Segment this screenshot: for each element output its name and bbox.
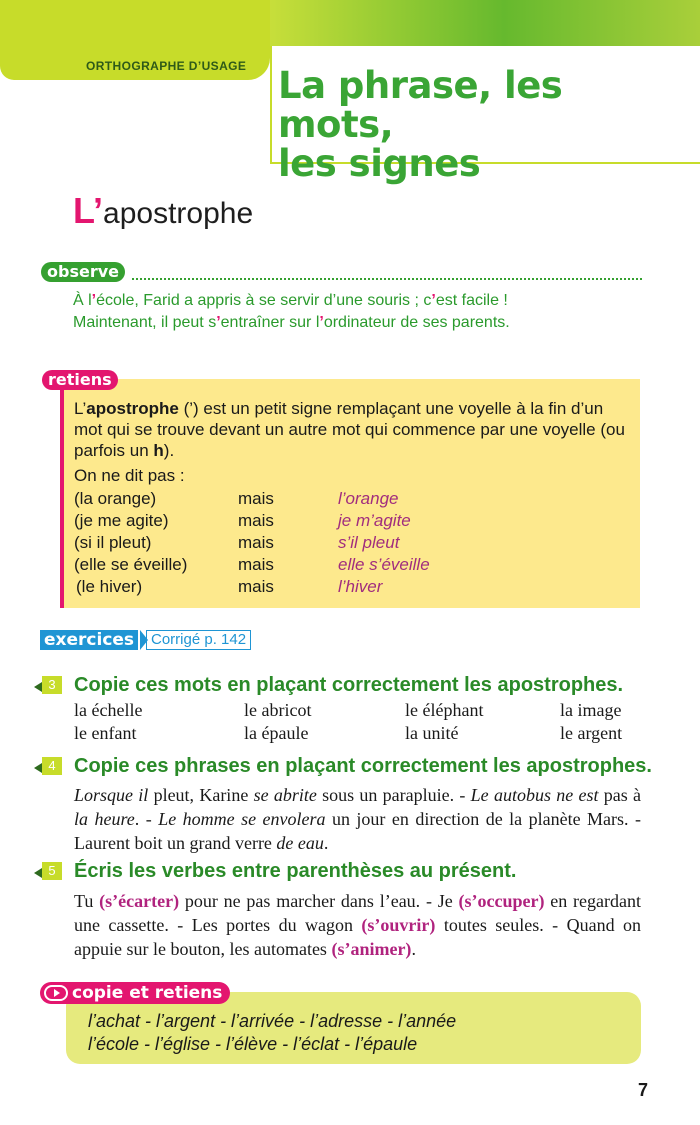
word-row [74,700,641,724]
sentence-text: un jour en direction de la planète Mars. - Laurent boit un grand verre [74,809,641,853]
observe-apostrophe: ’ [91,292,97,309]
copie-label: copie et retiens [40,982,230,1004]
word: la image [560,700,622,720]
word: la épaule [244,723,309,743]
retiens-label: retiens [42,370,118,390]
sentence-italic: Le autobus ne est [470,785,599,805]
example-mais: mais [238,511,274,530]
triangle-marker-icon [34,763,42,773]
copie-line-2: l’école - l’église - l’élève - l’éclat - l’épaule [88,1034,418,1054]
sentence-italic: se abrite [253,785,317,805]
sentence-text: . - [134,809,159,829]
example-wrong: (je me agite) [74,511,169,530]
observe-text-part: ordinateur de ses parents. [323,314,510,331]
exercise-number: 3 [42,676,62,694]
sentence-text: toutes seules. - Quand on appuie sur le bouton, les automates [74,915,642,959]
sentence-text: . [411,939,416,959]
example-wrong: (le hiver) [76,577,143,596]
rule-keyword: apostrophe [86,399,179,418]
sentence-text: pour ne pas marcher dans l’eau. - Je [179,891,459,911]
exercise-5-text [74,889,641,961]
example-row [74,577,614,599]
example-right: je m’agite [338,511,411,530]
sentence-italic: Lorsque il [74,785,149,805]
retiens-side-bar [60,390,64,608]
example-row [74,489,614,511]
observe-text-part: Maintenant, il peut s [73,314,217,331]
rule-keyword: h [153,441,164,460]
example-mais: mais [238,489,274,508]
chapter-title-line2: les signes [278,142,481,185]
triangle-marker-icon [34,868,42,878]
word: le enfant [74,723,137,743]
sentence-italic: Le homme se envolera [158,809,326,829]
word: le argent [560,723,623,743]
exercise-4-text [74,783,641,855]
sentence-italic: la heure [74,809,135,829]
word: le abricot [244,700,312,720]
sentence-text: pas à [598,785,642,805]
observe-label: observe [41,262,125,282]
example-row [74,511,614,533]
observe-text-part: est facile ! [435,292,508,309]
page-number: 7 [638,1080,649,1100]
observe-text [73,290,641,334]
triangle-marker-icon [34,682,42,692]
example-right: s’il pleut [338,533,400,552]
lesson-title [73,190,253,232]
observe-text-part: À l [73,292,92,309]
section-label: ORTHOGRAPHE D’USAGE [86,59,247,73]
word: la échelle [74,700,143,720]
word: la unité [405,723,459,743]
sentence-text: sous un parapluie. - [316,785,471,805]
lesson-title-rest: apostrophe [103,197,254,230]
word-row [74,723,641,747]
observe-apostrophe: ’ [431,292,436,309]
exercise-5-title: Écris les verbes entre parenthèses au présent. [74,860,517,882]
copie-line-1: l’achat - l’argent - l’arrivée - l’adresse - l’année [88,1011,457,1031]
example-wrong: (la orange) [74,489,157,508]
example-row [74,555,614,577]
example-right: elle s’éveille [338,555,430,574]
observe-text-part: entraîner sur l [220,314,320,331]
copy-icon [44,985,68,1001]
chapter-title [278,66,688,183]
retiens-intro: On ne dit pas : [74,466,185,485]
verb-infinitive: (s’animer) [331,939,412,959]
example-mais: mais [238,555,274,574]
observe-apostrophe: ’ [319,314,324,331]
exercise-3-title: Copie ces mots en plaçant correctement les apostrophes. [74,674,624,696]
sentence-text: . [323,833,329,853]
exercices-label: exercices [40,630,138,650]
observe-line-1 [73,290,641,312]
example-right: l’hiver [338,577,383,596]
exercise-number: 5 [42,862,62,880]
observe-dotted-rule [132,278,642,280]
word: le éléphant [405,700,484,720]
chapter-title-line1: La phrase, les mots, [278,64,563,146]
example-mais: mais [238,533,274,552]
sentence-text: pleut, Karine [148,785,254,805]
example-right: l’orange [338,489,399,508]
verb-infinitive: (s’ouvrir) [361,915,436,935]
corrige-link[interactable]: Corrigé p. 142 [146,630,251,650]
observe-text-part: école, Farid a appris à se servir d’une souris ; c [96,292,432,309]
exercise-4-title: Copie ces phrases en plaçant correctement les apostrophes. [74,755,652,777]
example-wrong: (si il pleut) [74,533,152,552]
rule-text: (’) est un petit signe remplaçant une voyelle à la fin d’un mot qui se trouve devant un autre mot qui commence par une voyelle (ou parfois un [74,399,625,460]
example-wrong: (elle se éveille) [74,555,188,574]
lesson-title-prefix: L’ [73,190,104,231]
verb-infinitive: (s’écarter) [99,891,180,911]
retiens-rule [74,398,634,461]
rule-text: ). [163,441,175,460]
verb-infinitive: (s’occuper) [458,891,545,911]
rule-text: L’ [74,399,87,418]
sentence-text: Tu [74,891,100,911]
observe-apostrophe: ’ [216,314,221,331]
sentence-text: en regardant une cassette. - Les portes du wagon [74,891,641,935]
exercise-number: 4 [42,757,62,775]
example-row [74,533,614,555]
sentence-italic: de eau [276,833,324,853]
example-mais: mais [238,577,274,596]
observe-line-2 [73,312,641,334]
